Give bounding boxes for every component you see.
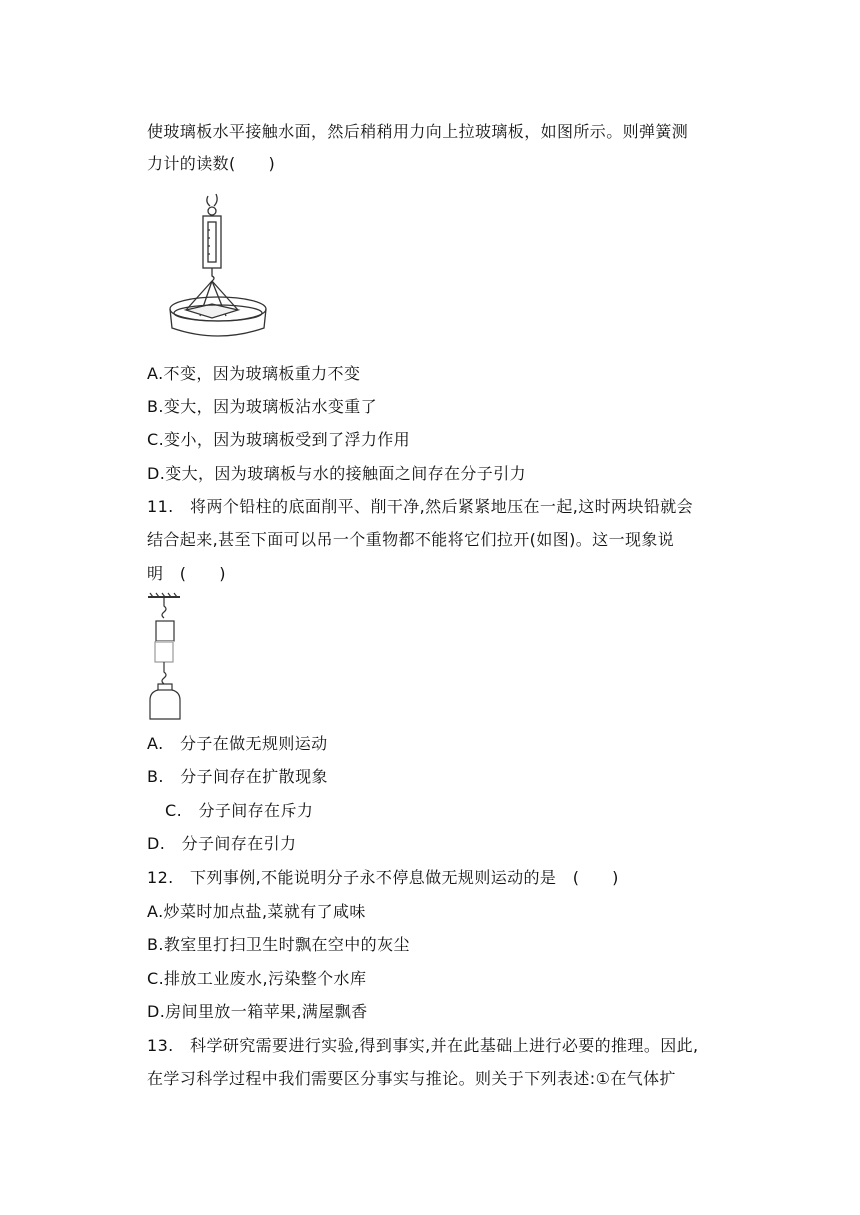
q11-option-a: A. 分子在做无规则运动 [147, 734, 328, 753]
q10-stem-line2: 力计的读数( ) [147, 154, 276, 173]
lead-cylinders-figure [146, 592, 182, 720]
q12-option-b: B.教室里打扫卫生时飘在空中的灰尘 [147, 935, 410, 954]
q12-option-a: A.炒菜时加点盐,菜就有了咸味 [147, 902, 366, 921]
q12-stem: 12. 下列事例,不能说明分子永不停息做无规则运动的是 ( ) [147, 868, 619, 887]
q11-stem-line3: 明 ( ) [147, 564, 226, 583]
q13-stem-line2: 在学习科学过程中我们需要区分事实与推论。则关于下列表述:①在气体扩 [147, 1069, 676, 1088]
q11-stem-line2: 结合起来,甚至下面可以吊一个重物都不能将它们拉开(如图)。这一现象说 [147, 530, 675, 549]
q10-option-d: D.变大，因为玻璃板与水的接触面之间存在分子引力 [147, 464, 527, 483]
q10-option-a: A.不变，因为玻璃板重力不变 [147, 364, 361, 383]
q10-stem-line1: 使玻璃板水平接触水面，然后稍稍用力向上拉玻璃板，如图所示。则弹簧测 [147, 122, 689, 141]
spring-scale-glass-plate-figure [164, 192, 276, 344]
q11-stem-line1: 11. 将两个铅柱的底面削平、削干净,然后紧紧地压在一起,这时两块铅就会 [147, 497, 694, 516]
q10-option-c: C.变小，因为玻璃板受到了浮力作用 [147, 430, 411, 449]
q12-option-c: C.排放工业废水,污染整个水库 [147, 969, 367, 988]
q11-option-c: C. 分子间存在斥力 [165, 801, 314, 820]
q12-option-d: D.房间里放一箱苹果,满屋飘香 [147, 1002, 368, 1021]
q10-option-b: B.变大，因为玻璃板沾水变重了 [147, 397, 378, 416]
q11-option-d: D. 分子间存在引力 [147, 834, 297, 853]
q13-stem-line1: 13. 科学研究需要进行实验,得到事实,并在此基础上进行必要的推理。因此, [147, 1036, 699, 1055]
q11-option-b: B. 分子间存在扩散现象 [147, 767, 328, 786]
